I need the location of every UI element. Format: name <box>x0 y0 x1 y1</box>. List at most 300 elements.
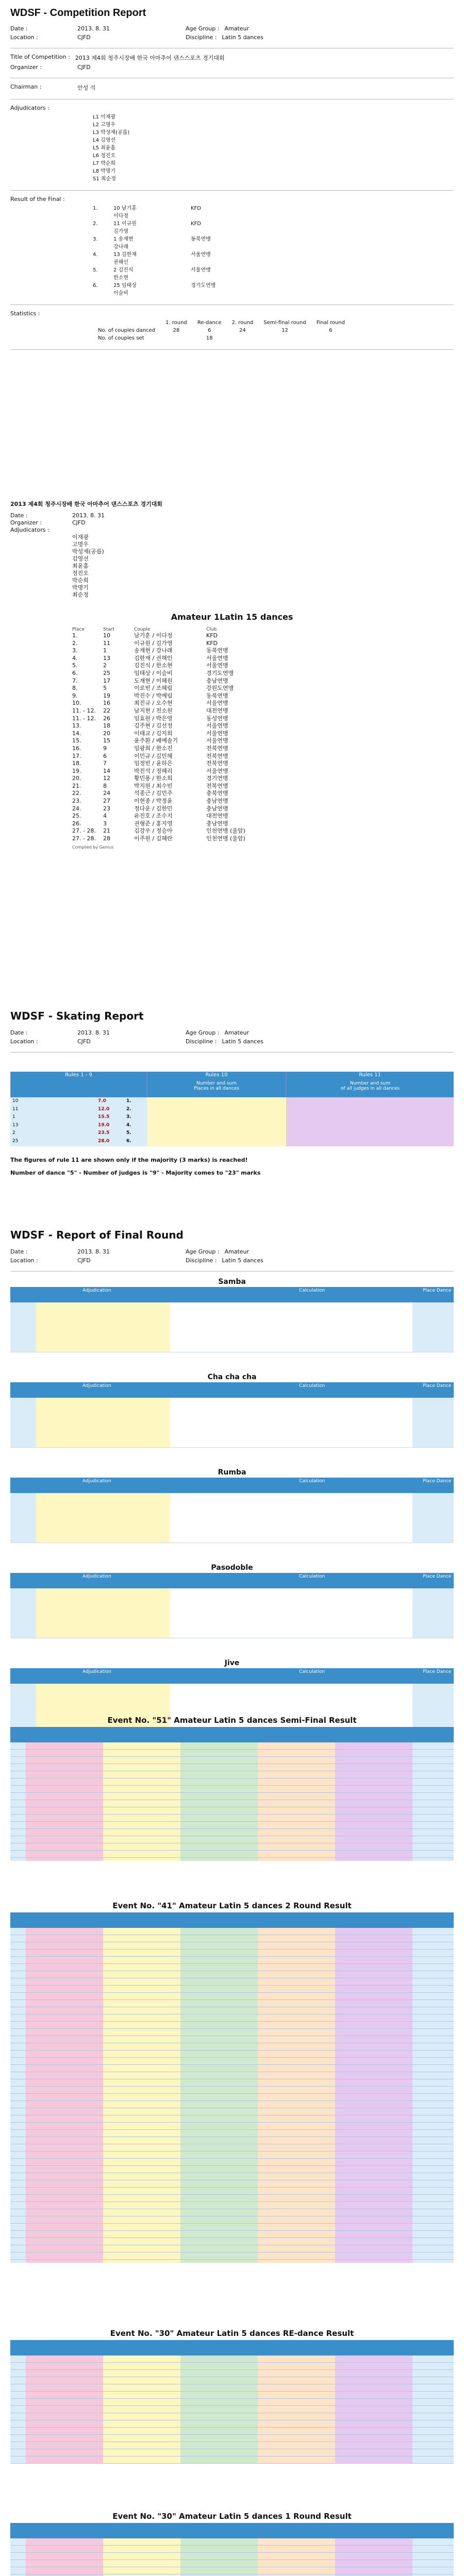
result-start: 7 <box>103 760 107 767</box>
results-row <box>72 662 454 670</box>
calculation-label: Calculation <box>299 1383 325 1388</box>
report-title: WDSF - Competition Report <box>10 7 146 19</box>
final-club: 경기도연맹 <box>191 283 216 289</box>
skating-couple: 1 <box>12 1114 15 1120</box>
final-result-row <box>93 282 454 290</box>
spacer <box>191 259 294 266</box>
result-start: 16 <box>103 700 110 707</box>
spacer <box>191 243 294 251</box>
stats-header: 2. round <box>231 320 254 326</box>
result-couple: 이규원 / 김가영 <box>134 639 173 647</box>
final-partner: 권해인 <box>113 260 128 265</box>
adjudication-label: Adjudication <box>82 1288 111 1293</box>
stats-value: 18 <box>206 335 213 341</box>
calculation-label: Calculation <box>299 1574 325 1579</box>
skating-place: 3. <box>126 1114 131 1120</box>
results-row <box>72 715 454 723</box>
skating-title: WDSF - Skating Report <box>10 1010 144 1022</box>
calculation-label: Calculation <box>299 1479 325 1484</box>
place-dance-label: Place Dance <box>423 1669 452 1674</box>
final-round-report: WDSF - Report of Final Round Date : 2013. 8. 31 Age Group : Amateur Location : CJFD Discipline : Latin 5 dances Samba Adjudication Calculation Place Dance Cha cha cha Adjudication Calculation Place Dance Rumba Adjudication Calculation Place Dance Pasodoble Adjudication Calculation Place Dance Jive Adjudication Calculation Place Dance <box>10 1229 454 1277</box>
stats-value <box>258 334 311 342</box>
final-partner: 한소현 <box>113 275 128 281</box>
competition-report <box>10 5 454 355</box>
dance-row <box>10 1510 454 1518</box>
result-couple: 정다운 / 김한민 <box>134 805 173 812</box>
results-title: 2013 제4회 청주시장배 한국 아마추어 댄스스포츠 경기대회 <box>10 501 163 507</box>
title-comp-label: Title of Competition : <box>10 54 70 60</box>
result-start: 15 <box>103 737 110 744</box>
results-organizer-label: Organizer : <box>10 519 42 526</box>
skating-couple: 11 <box>12 1106 19 1112</box>
skating-report: WDSF - Skating Report Date : 2013. 8. 31 Age Group : Amateur Location : CJFD Discipline : Latin 5 dances Rules 1 - 9 Rules 10 Rules 11 Number and sum Places in all dances Number and sum of all judges in all dances 10 7.0 1. 11 12.0 2. 1 15.5 3. 13 19.0 4. 2 23.5 5. 25 28.0 6. The figures of rule 11 are shown only if the majority (3 marks) is reached! Number of dance "5" - Number of judges is "9" - Majority comes to "23" marks <box>10 1010 454 1058</box>
dance-table-rows <box>10 1302 454 1354</box>
result-place: 24. <box>72 805 81 812</box>
final-club: KFD <box>191 206 202 211</box>
results-adj-label: Adjudicators : <box>10 527 49 533</box>
results-date-label: Date : <box>10 512 28 519</box>
final-result-row-partner <box>93 228 454 235</box>
result-start: 25 <box>103 669 110 676</box>
age-value: Amateur <box>224 25 250 32</box>
results-row <box>72 700 454 707</box>
skating-table: Rules 1 - 9 Rules 10 Rules 11 Number and sum Places in all dances Number and sum of all judges in all dances 10 7.0 1. 11 12.0 2. 1 15.5 3. 13 19.0 4. 2 23.5 5. 25 28.0 6. <box>10 1072 454 1146</box>
dance-row <box>10 1692 454 1701</box>
results-row <box>72 707 454 715</box>
age-label: Age Group : <box>186 25 220 32</box>
result-club: 강원도연맹 <box>206 685 234 692</box>
skating-rule11-body <box>286 1097 454 1146</box>
result-couple: 권형준 / 홍지영 <box>134 820 173 827</box>
dance-row <box>10 1493 454 1502</box>
skating-couple: 10 <box>12 1098 19 1104</box>
result-couple: 남기훈 / 이다정 <box>134 632 173 639</box>
event-title: Event No. "51" Amateur Latin 5 dances Semi-Final Result <box>107 1716 357 1725</box>
calculation-label: Calculation <box>299 1669 325 1674</box>
stats-value: 28 <box>173 328 180 333</box>
event-table-body <box>10 1742 454 1861</box>
final-partner: 이슬비 <box>113 291 128 296</box>
results-adjudicator: 이재광 <box>72 534 89 540</box>
result-couple: 김진식 / 한소현 <box>134 662 173 669</box>
dance-row <box>10 1630 454 1638</box>
dance-row <box>10 1335 454 1344</box>
result-club: 동북연맹 <box>206 647 228 654</box>
dance-row <box>10 1414 454 1423</box>
event-title: Event No. "41" Amateur Latin 5 dances 2 Round Result <box>112 1901 352 1910</box>
result-start: 21 <box>103 827 110 835</box>
result-club: 서울연맹 <box>206 700 228 707</box>
result-club: 서울연맹 <box>206 767 228 774</box>
dance-row <box>10 1319 454 1328</box>
chairman-value: 안성 석 <box>77 84 96 91</box>
result-place: 27. - 28. <box>72 835 96 842</box>
results-adjudicator: 박순희 <box>72 577 89 584</box>
result-couple: 윤주환 / 배예솔기 <box>134 737 178 744</box>
skating-total: 15.5 <box>98 1114 110 1120</box>
final-club: KFD <box>191 221 202 227</box>
final-club: 서울연맹 <box>191 267 211 273</box>
adjudication-label: Adjudication <box>82 1669 111 1674</box>
final-couple: 25 임태상 <box>113 283 137 289</box>
results-row <box>72 655 454 663</box>
organizer-label: Organizer : <box>10 64 42 71</box>
result-club: KFD <box>206 639 218 647</box>
result-place: 7. <box>72 677 78 684</box>
dance-title: Jive <box>224 1659 240 1667</box>
result-club: 전북연맹 <box>206 782 228 789</box>
dance-block <box>10 1278 454 1354</box>
final-place: 3. <box>93 236 98 242</box>
dance-table-header <box>10 1382 454 1398</box>
adjudication-label: Adjudication <box>82 1479 111 1484</box>
result-club: 충남연맹 <box>206 805 228 812</box>
dance-row <box>10 1311 454 1319</box>
result-start: 13 <box>103 654 110 662</box>
results-row <box>72 798 454 805</box>
result-start: 20 <box>103 730 110 737</box>
final-result-row <box>93 220 454 228</box>
final-result-list <box>93 205 454 297</box>
skating-couple: 2 <box>12 1130 15 1136</box>
results-row <box>72 745 454 753</box>
stats-value <box>160 334 192 342</box>
final-result-row-partner <box>93 259 454 266</box>
results-adjudicator: 최윤흠 <box>72 563 89 569</box>
result-place: 27. - 28. <box>72 827 96 835</box>
final-place: 6. <box>93 283 98 289</box>
dance-block <box>10 1373 454 1449</box>
result-couple: 임효원 / 박은영 <box>134 715 173 722</box>
results-adjudicator: 정진오 <box>72 570 89 577</box>
title-comp-value: 2013 제4회 청주시장배 한국 아마추어 댄스스포츠 경기대회 <box>75 55 225 61</box>
results-adjudicators <box>72 534 454 599</box>
result-place: 1. <box>72 632 78 639</box>
results-footnote: Compiled by Genius <box>72 844 114 850</box>
event-title: Event No. "30" Amateur Latin 5 dances RE-dance Result <box>110 2329 354 2338</box>
result-place: 8. <box>72 685 78 692</box>
event-table-body <box>10 2355 454 2464</box>
stats-blank <box>93 319 160 327</box>
final-result-row-partner <box>93 274 454 282</box>
chairman-label: Chairman : <box>10 83 42 90</box>
result-couple: 이현종 / 박정윤 <box>134 798 173 805</box>
final-result-row <box>93 251 454 259</box>
result-place: 20. <box>72 775 81 782</box>
result-place: 4. <box>72 654 78 662</box>
results-row <box>72 760 454 768</box>
result-start: 10 <box>103 632 110 639</box>
result-start: 5 <box>103 685 107 692</box>
results-rows <box>10 632 454 843</box>
skating-place: 1. <box>126 1098 131 1104</box>
result-place: 3. <box>72 647 78 654</box>
results-row <box>72 730 454 738</box>
result-couple: 남지현 / 전소원 <box>134 707 173 714</box>
results-adjudicator: 고명우 <box>72 541 89 548</box>
skating-total: 23.5 <box>98 1130 110 1136</box>
result-place: 16. <box>72 744 81 752</box>
spacer <box>93 290 113 297</box>
result-club: 전북연맹 <box>206 752 228 759</box>
skating-total: 19.0 <box>98 1122 110 1128</box>
divider <box>10 190 454 191</box>
result-couple: 이민규 / 김민혜 <box>134 752 173 759</box>
dance-row <box>10 1684 454 1692</box>
spacer <box>191 274 294 282</box>
result-place: 21. <box>72 782 81 789</box>
final-result-row-partner <box>93 243 454 251</box>
event-block <box>10 1901 454 2263</box>
results-row <box>72 820 454 828</box>
result-club: 전북연맹 <box>206 744 228 752</box>
event-table-header <box>10 2340 454 2355</box>
results-date: 2013. 8. 31 <box>72 512 105 519</box>
stats-value: 12 <box>281 328 288 333</box>
spacer <box>93 274 113 282</box>
result-place: 15. <box>72 737 81 744</box>
result-start: 2 <box>103 662 107 669</box>
skating-note-2: Number of dance "5" - Number of judges is "9" - Majority comes to "23" marks <box>10 1170 261 1176</box>
final-couple: 11 이규원 <box>113 221 137 227</box>
result-start: 17 <box>103 677 110 684</box>
results-adjudicator: 최순정 <box>72 591 89 598</box>
result-place: 2. <box>72 639 78 647</box>
dance-row <box>10 1588 454 1597</box>
dance-block <box>10 1564 454 1640</box>
stats-value <box>311 334 350 342</box>
result-couple: 임정빈 / 윤하은 <box>134 760 173 767</box>
skating-place: 4. <box>126 1122 131 1128</box>
final-place: 1. <box>93 206 98 211</box>
adjudication-label: Adjudication <box>82 1383 111 1388</box>
result-couple: 송재현 / 강나래 <box>134 647 173 654</box>
result-start: 27 <box>103 798 110 805</box>
spacer <box>93 212 113 220</box>
event-title: Event No. "30" Amateur Latin 5 dances 1 Round Result <box>112 2512 352 2521</box>
results-row <box>72 783 454 790</box>
stats-value: 24 <box>239 328 246 333</box>
results-row <box>72 640 454 648</box>
results-row <box>72 677 454 685</box>
results-header: Place Start Couple Club <box>72 627 217 632</box>
result-club: 경기도연맹 <box>206 669 234 676</box>
skating-total: 28.0 <box>98 1138 110 1144</box>
rules-10-header: Rules 10 <box>147 1072 286 1097</box>
dance-table-rows <box>10 1493 454 1545</box>
final-round-title: WDSF - Report of Final Round <box>10 1229 184 1241</box>
adjudicators-label: Adjudicators : <box>10 105 49 111</box>
dance-row <box>10 1597 454 1605</box>
dance-row <box>10 1327 454 1336</box>
skating-couple: 25 <box>12 1138 19 1144</box>
final-result-row <box>93 235 454 243</box>
result-club: 충남연맹 <box>206 820 228 827</box>
result-place: 11. - 12. <box>72 715 96 722</box>
adjudicator-item: L8 박명기 <box>93 168 116 174</box>
result-place: 22. <box>72 790 81 797</box>
result-place: 14. <box>72 730 81 737</box>
results-row <box>72 790 454 798</box>
result-club: 동북연맹 <box>206 692 228 699</box>
result-start: 18 <box>103 722 110 730</box>
skating-left-body <box>10 1097 147 1146</box>
final-partner: 이다정 <box>113 213 128 219</box>
adjudicator-item: S1 최순정 <box>93 176 116 182</box>
spacer <box>93 243 113 251</box>
divider <box>10 304 454 305</box>
results-row <box>72 768 454 775</box>
result-start: 11 <box>103 639 110 647</box>
result-couple: 박진수 / 박예림 <box>134 692 173 699</box>
result-place: 23. <box>72 798 81 805</box>
section-title: Amateur 1Latin 15 dances <box>171 612 293 622</box>
result-couple: 최진규 / 오수현 <box>134 700 173 707</box>
final-partner: 김가영 <box>113 229 128 234</box>
result-club: 경기연맹 <box>206 775 228 782</box>
result-start: 23 <box>103 805 110 812</box>
skating-place: 2. <box>126 1106 131 1112</box>
skating-note-1: The figures of rule 11 are shown only if the majority (3 marks) is reached! <box>10 1157 248 1163</box>
dance-row <box>10 1422 454 1431</box>
divider <box>10 349 454 350</box>
result-place: 19. <box>72 767 81 774</box>
event-block <box>10 1716 454 1861</box>
results-organizer: CJFD <box>72 519 86 526</box>
stats-value: 6 <box>329 328 333 333</box>
result-couple: 도재현 / 이혜원 <box>134 677 173 684</box>
discipline-label: Discipline : <box>186 34 217 41</box>
final-result-row <box>93 266 454 274</box>
adjudicator-item: L5 최윤흠 <box>93 145 116 151</box>
results-adjudicator: 김영선 <box>72 555 89 562</box>
adjudicator-list <box>93 113 454 183</box>
final-couple: 10 남기훈 <box>113 206 137 211</box>
stats-header: Final round <box>316 320 345 326</box>
adjudicator-item: L3 박성재(공릅) <box>93 130 130 135</box>
result-club: 대전연맹 <box>206 812 228 820</box>
stats-row-label: No. of couples set <box>98 335 144 341</box>
final-result-row <box>93 205 454 212</box>
stats-value <box>227 334 259 342</box>
result-club: 동성연맹 <box>206 715 228 722</box>
result-club: 대전연맹 <box>206 707 228 714</box>
stats-header: 1. round <box>165 320 187 326</box>
result-place: 10. <box>72 700 81 707</box>
dance-row <box>10 1431 454 1439</box>
final-place: 2. <box>93 221 98 227</box>
rules-1-9-header: Rules 1 - 9 <box>10 1072 147 1097</box>
event-table <box>10 1912 454 2263</box>
result-place: 5. <box>72 662 78 669</box>
results-row <box>72 685 454 692</box>
result-start: 6 <box>103 752 107 759</box>
results-row <box>72 827 454 835</box>
discipline-value: Latin 5 dances <box>222 34 263 41</box>
result-start: 9 <box>103 744 107 752</box>
result-couple: 김주현 / 김선정 <box>134 722 173 730</box>
results-row <box>72 670 454 677</box>
result-club: 서울연맹 <box>206 654 228 662</box>
dance-block <box>10 1468 454 1545</box>
result-place: 6. <box>72 669 78 676</box>
location-value: CJFD <box>77 34 91 41</box>
results-row <box>72 812 454 820</box>
final-couple: 1 송재현 <box>113 236 134 242</box>
dance-row <box>10 1518 454 1527</box>
results-row <box>72 805 454 813</box>
result-couple: 김한재 / 권해인 <box>134 654 173 662</box>
event-table-header <box>10 1727 454 1742</box>
results-row <box>72 632 454 640</box>
skating-total: 12.0 <box>98 1106 110 1112</box>
dance-row <box>10 1700 454 1709</box>
result-couple: 이태교 / 김지희 <box>134 730 173 737</box>
event-table-header <box>10 2523 454 2538</box>
final-place: 4. <box>93 252 98 258</box>
result-start: 3 <box>103 820 107 827</box>
result-club: 인천연맹 (울암) <box>206 835 245 842</box>
result-couple: 박진석 / 정혜리 <box>134 767 173 774</box>
result-club: KFD <box>206 632 218 639</box>
result-couple: 이주원 / 김혜란 <box>134 835 173 842</box>
place-dance-label: Place Dance <box>423 1383 452 1388</box>
result-club: 서울연맹 <box>206 737 228 744</box>
final-result-row-partner <box>93 212 454 220</box>
dance-table-rows <box>10 1588 454 1640</box>
dance-row <box>10 1406 454 1415</box>
spacer <box>93 228 113 235</box>
final-couple: 2 김진식 <box>113 267 134 273</box>
adjudicator-item: L2 고명우 <box>93 122 116 128</box>
organizer-value: CJFD <box>77 64 91 71</box>
results-row <box>72 753 454 760</box>
dance-row <box>10 1605 454 1614</box>
result-club: 인천연맹 (울암) <box>206 827 245 835</box>
event-table <box>10 1727 454 1861</box>
spacer <box>191 212 294 220</box>
final-label: Result of the Final : <box>10 196 65 202</box>
result-club: 충남연맹 <box>206 798 228 805</box>
final-couple: 13 김한재 <box>113 252 137 258</box>
final-club: 동북연맹 <box>191 236 211 242</box>
result-start: 28 <box>103 835 110 842</box>
final-club: 서울연맹 <box>191 252 211 258</box>
results-row <box>72 835 454 843</box>
place-dance-label: Place Dance <box>423 1574 452 1579</box>
dance-table-header <box>10 1287 454 1302</box>
dance-title: Rumba <box>218 1468 246 1477</box>
stats-header: Semi-final round <box>263 320 306 326</box>
dance-row <box>10 1621 454 1630</box>
stats-value: 6 <box>207 328 211 333</box>
place-dance-label: Place Dance <box>423 1479 452 1484</box>
final-partner: 강나래 <box>113 244 128 250</box>
result-place: 25. <box>72 812 81 820</box>
results-row <box>72 737 454 745</box>
result-place: 18. <box>72 760 81 767</box>
dance-title: Samba <box>218 1278 246 1286</box>
adjudicator-item: L6 정진오 <box>93 153 116 159</box>
date-value: 2013. 8. 31 <box>77 25 110 32</box>
result-couple: 임태상 / 이슬비 <box>134 669 173 676</box>
stats-row-label: No. of couples danced <box>98 328 156 333</box>
event-table-header <box>10 1912 454 1928</box>
event-table <box>10 2523 454 2576</box>
adjudicator-item: L1 이재광 <box>93 114 116 120</box>
result-start: 22 <box>103 707 110 714</box>
result-place: 26. <box>72 820 81 827</box>
